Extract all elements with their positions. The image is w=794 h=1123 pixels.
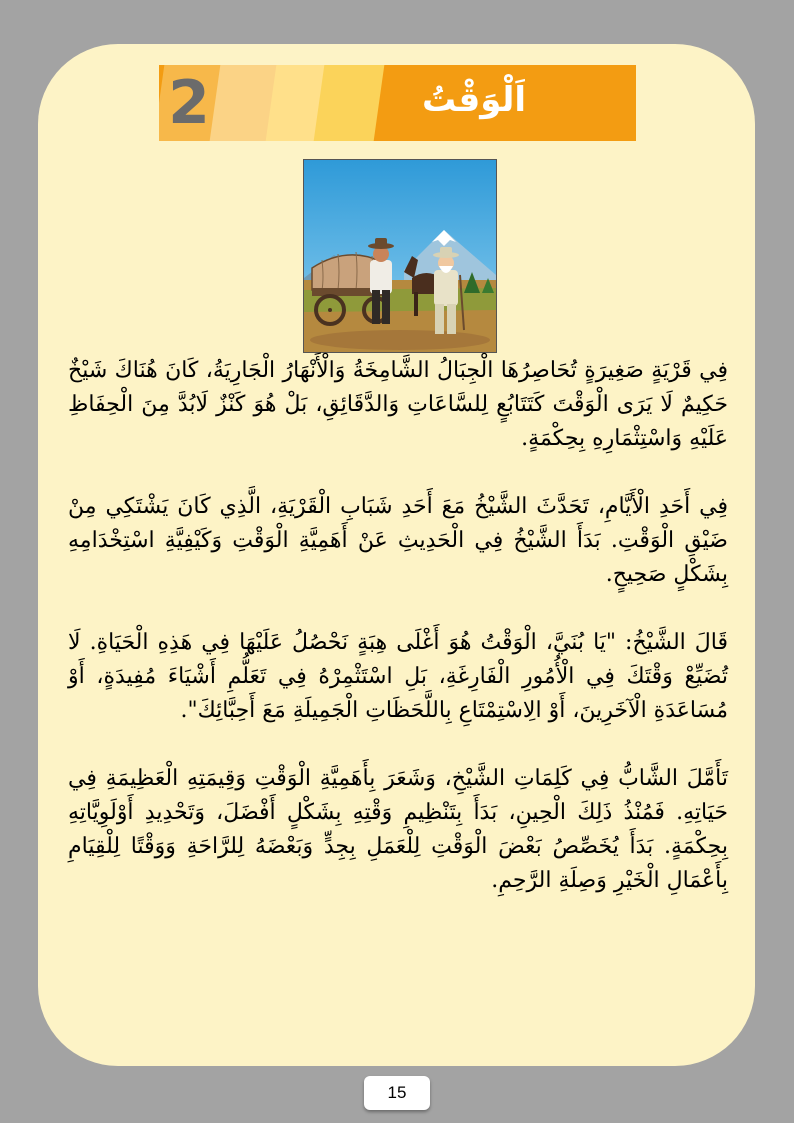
story-paragraph: فِي قَرْيَةٍ صَغِيرَةٍ تُحَاصِرُهَا الْجِبَالُ الشَّامِخَةُ وَالْأَنْهَارُ الْجَارِيَةُ، كَانَ هُنَاكَ شَيْخٌ حَكِيمٌ لَا يَرَى الْوَقْتَ كَتَتَابُعٍ لِلسَّاعَاتِ وَالدَّقَائِقِ، بَلْ هُوَ كَنْزٌ لَابُدَّ مِنَ الْحِفَاظِ عَلَيْهِ وَاسْتِثْمَارِهِ بِحِكْمَةٍ. [68,358,728,451]
story-text [68,354,728,932]
old-man-young-man-wagon-illustration [303,159,497,353]
lesson-number: 2 [168,68,210,138]
lesson-title: اَلْوَقْتُ [422,80,526,120]
story-paragraph: فِي أَحَدِ الْأَيَّامِ، تَحَدَّثَ الشَّيْخُ مَعَ أَحَدِ شَبَابِ الْقَرْيَةِ، الَّذِي كَانَ يَشْتَكِي مِنْ ضَيْقِ الْوَقْتِ. بَدَأَ الشَّيْخُ فِي الْحَدِيثِ عَنْ أَهَمِيَّةِ الْوَقْتِ وَكَيْفِيَّةِ اسْتِخْدَامِهِ بِشَكْلٍ صَحِيحٍ. [68,494,728,587]
story-illustration [304,160,496,352]
story-paragraph: قَالَ الشَّيْخُ: "يَا بُنَيَّ، الْوَقْتُ هُوَ أَغْلَى هِبَةٍ نَحْصُلُ عَلَيْهَا فِي هَذِهِ الْحَيَاةِ. لَا تُضَيِّعْ وَقْتَكَ فِي الْأُمُورِ الْفَارِغَةِ، بَلِ اسْتَثْمِرْهُ فِي تَعَلُّمِ أَشْيَاءَ مُفِيدَةٍ، أَوْ مُسَاعَدَةِ الْآخَرِينَ، أَوْ الِاسْتِمْتَاعِ بِاللَّحَظَاتِ الْجَمِيلَةِ مَعَ أَحِبَّائِكَ". [68,630,728,723]
story-paragraph: تَأَمَّلَ الشَّابُّ فِي كَلِمَاتِ الشَّيْخِ، وَشَعَرَ بِأَهَمِيَّةِ الْوَقْتِ وَقِيمَتِهِ الْعَظِيمَةِ فِي حَيَاتِهِ. فَمُنْذُ ذَلِكَ الْحِينِ، بَدَأَ بِتَنْظِيمِ وَقْتِهِ بِشَكْلٍ أَفْضَلَ، وَتَحْدِيدِ أَوْلَوِيَّاتِهِ بِحِكْمَةٍ. بَدَأَ يُخَصِّصُ بَعْضَ الْوَقْتِ لِلْعَمَلِ بِجِدٍّ وَبَعْضَهُ لِلرَّاحَةِ وَوَقْتًا لِلْقِيَامِ بِأَعْمَالِ الْخَيْرِ وَصِلَةِ الرَّحِمِ. [68,766,728,893]
lesson-title-bar [159,65,636,141]
title-bar-stripe [314,65,385,141]
page-number: 15 [364,1076,430,1110]
